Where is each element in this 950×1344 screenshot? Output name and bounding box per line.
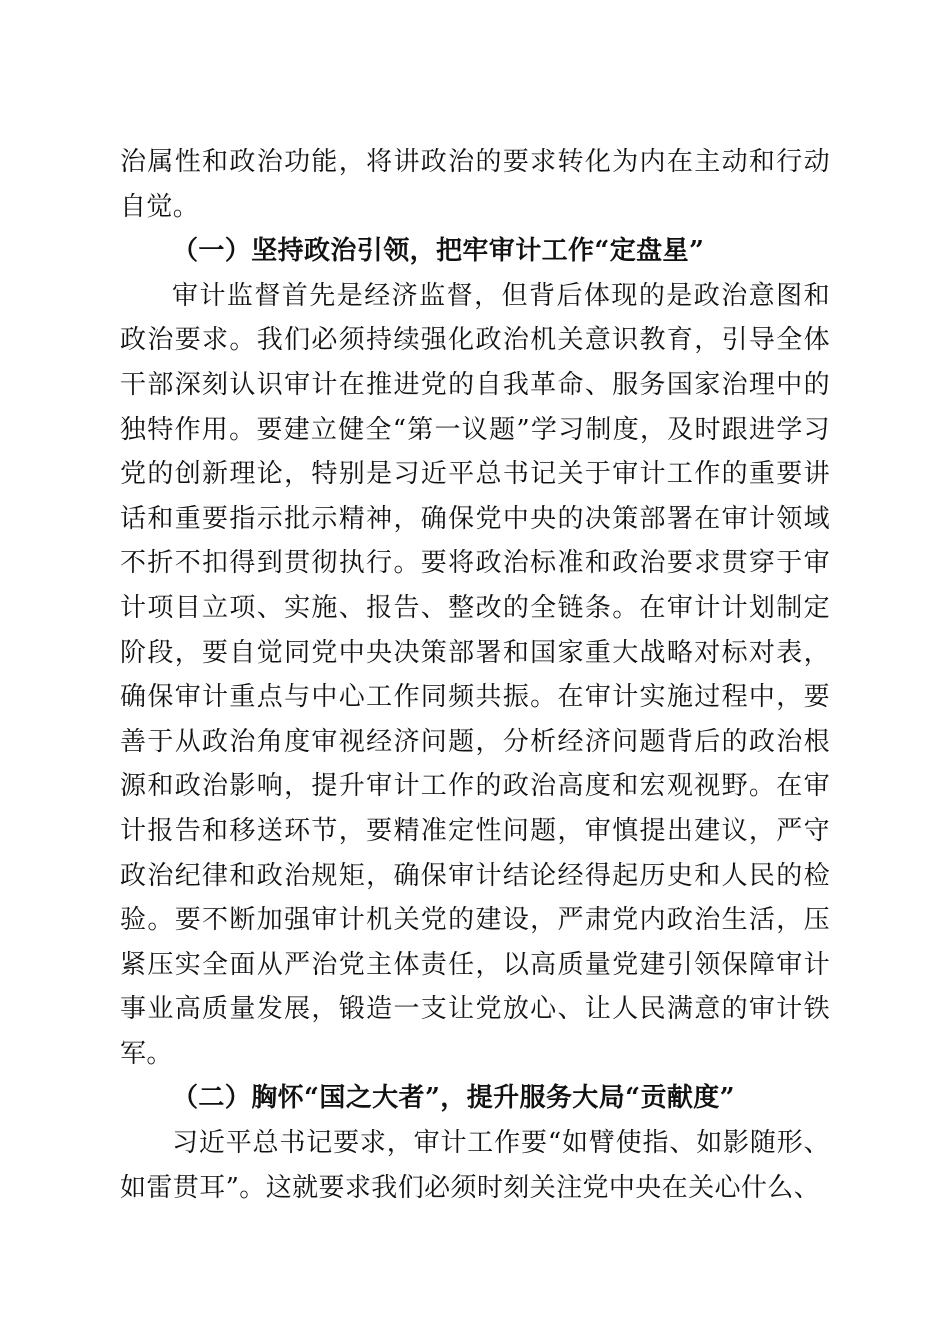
section-heading-2: （二）胸怀“国之大者”，提升服务大局“贡献度” [172, 1083, 736, 1114]
paragraph-2: 习近平总书记要求，审计工作要“如臂使指、如影随形、如雷贯耳”。这就要求我们必须时刻关注党中央在关心什么、 [120, 1128, 830, 1203]
document-body [120, 140, 830, 1210]
paragraph-1: 审计监督首先是经济监督，但背后体现的是政治意图和政治要求。我们必须持续强化政治机关意识教育，引导全体干部深刻认识审计在推进党的自我革命、服务国家治理中的独特作用。要建立健全“第一议题”学习制度，及时跟进学习党的创新理论，特别是习近平总书记关于审计工作的重要讲话和重要指示批示精神，确保党中央的决策部署在审计领域不折不扣得到贯彻执行。要将政治标准和政治要求贯穿于审计项目立项、实施、报告、整改的全链条。在审计计划制定阶段，要自觉同党中央决策部署和国家重大战略对标对表，确保审计重点与中心工作同频共振。在审计实施过程中，要善于从政治角度审视经济问题，分析经济问题背后的政治根源和政治影响，提升审计工作的政治高度和宏观视野。在审计报告和移送环节，要精准定性问题，审慎提出建议，严守政治纪律和政治规矩，确保审计结论经得起历史和人民的检验。要不断加强审计机关党的建设，严肃党内政治生活，压紧压实全面从严治党主体责任，以高质量党建引领保障审计事业高质量发展，锻造一支让党放心、让人民满意的审计铁军。 [120, 280, 830, 1069]
paragraph-continuation: 治属性和政治功能，将讲政治的要求转化为内在主动和行动自觉。 [120, 147, 830, 222]
section-heading-1: （一）坚持政治引领，把牢审计工作“定盘星” [172, 236, 705, 267]
